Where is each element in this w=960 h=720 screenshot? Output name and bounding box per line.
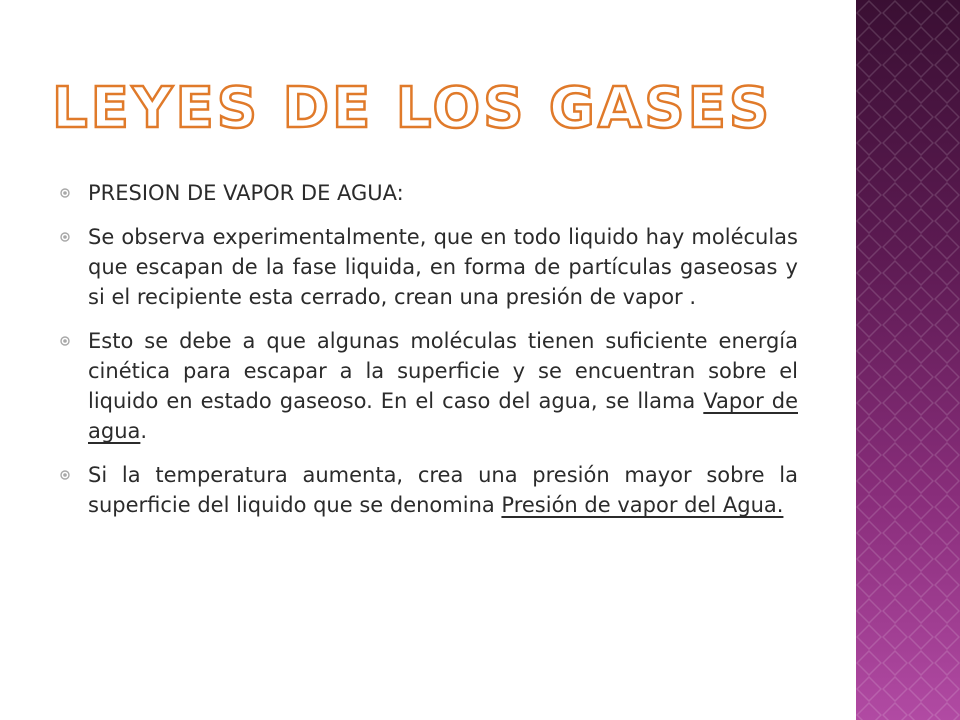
diamond-pattern bbox=[856, 0, 960, 720]
circle-dot-bullet-icon bbox=[60, 188, 70, 198]
circle-dot-bullet-icon bbox=[60, 470, 70, 480]
bullet-text: Se observa experimentalmente, que en todo liquido hay moléculas que escapan de la fase liquida, en forma de partículas gaseosas y si el recipiente esta cerrado, crean una presión de vapor . bbox=[88, 225, 798, 309]
bullet-text-end: . bbox=[140, 419, 148, 443]
bullet-text: PRESION DE VAPOR DE AGUA: bbox=[88, 181, 404, 205]
bullet-item bbox=[60, 222, 798, 312]
bullet-item bbox=[60, 326, 798, 446]
bullet-item bbox=[60, 178, 798, 208]
bullet-item bbox=[60, 460, 798, 520]
circle-dot-bullet-icon bbox=[60, 336, 70, 346]
slide-title: LEYES DE LOS GASES bbox=[52, 76, 773, 141]
underlined-term: Vapor de agua bbox=[88, 389, 798, 443]
decorative-side-band bbox=[856, 0, 960, 720]
bullet-text: Si la temperatura aumenta, crea una presión mayor sobre la superficie del liquido que se denomina bbox=[88, 463, 798, 517]
circle-dot-bullet-icon bbox=[60, 232, 70, 242]
underlined-term: Presión de vapor del Agua. bbox=[501, 493, 784, 517]
bullet-list bbox=[60, 178, 798, 534]
bullet-text: Esto se debe a que algunas moléculas tienen suficiente energía cinética para escapar a la superficie y se encuentran sobre el liquido en estado gaseoso. En el caso del agua, se llama bbox=[88, 329, 798, 413]
